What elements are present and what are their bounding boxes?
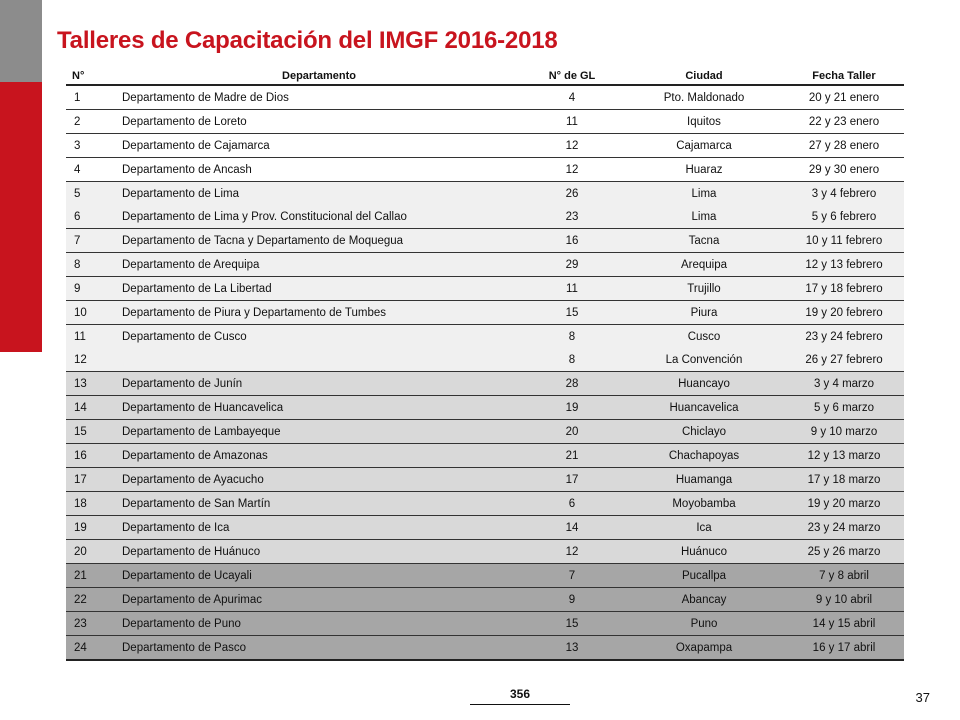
table-row bbox=[66, 612, 904, 636]
row-city: Tacna bbox=[624, 229, 784, 253]
row-gl-count: 6 bbox=[520, 492, 624, 516]
row-gl-count: 28 bbox=[520, 372, 624, 396]
row-gl-count: 8 bbox=[520, 348, 624, 372]
total-gl-count: 356 bbox=[470, 687, 570, 705]
header-number: N° bbox=[66, 67, 118, 85]
row-number: 22 bbox=[66, 588, 118, 612]
row-department: Departamento de Ancash bbox=[118, 158, 520, 182]
row-gl-count: 19 bbox=[520, 396, 624, 420]
row-gl-count: 11 bbox=[520, 110, 624, 134]
table-body bbox=[66, 85, 904, 660]
row-number: 16 bbox=[66, 444, 118, 468]
row-department: Departamento de Lima y Prov. Constitucional del Callao bbox=[118, 205, 520, 229]
row-department bbox=[118, 348, 520, 372]
row-number: 1 bbox=[66, 85, 118, 110]
row-department: Departamento de Tacna y Departamento de Moquegua bbox=[118, 229, 520, 253]
row-city: Huamanga bbox=[624, 468, 784, 492]
row-number: 4 bbox=[66, 158, 118, 182]
row-gl-count: 15 bbox=[520, 612, 624, 636]
row-number: 9 bbox=[66, 277, 118, 301]
row-date: 23 y 24 febrero bbox=[784, 325, 904, 349]
row-number: 17 bbox=[66, 468, 118, 492]
row-department: Departamento de San Martín bbox=[118, 492, 520, 516]
row-city: Moyobamba bbox=[624, 492, 784, 516]
table-row bbox=[66, 158, 904, 182]
table-row bbox=[66, 468, 904, 492]
row-number: 7 bbox=[66, 229, 118, 253]
row-city: Puno bbox=[624, 612, 784, 636]
row-number: 15 bbox=[66, 420, 118, 444]
row-city: Lima bbox=[624, 205, 784, 229]
row-date: 9 y 10 marzo bbox=[784, 420, 904, 444]
row-date: 10 y 11 febrero bbox=[784, 229, 904, 253]
header-gl-count: N° de GL bbox=[520, 67, 624, 85]
header-department: Departamento bbox=[118, 67, 520, 85]
row-number: 21 bbox=[66, 564, 118, 588]
table-row bbox=[66, 372, 904, 396]
row-city: Iquitos bbox=[624, 110, 784, 134]
row-gl-count: 8 bbox=[520, 325, 624, 349]
header-date: Fecha Taller bbox=[784, 67, 904, 85]
row-date: 7 y 8 abril bbox=[784, 564, 904, 588]
row-gl-count: 12 bbox=[520, 540, 624, 564]
side-decoration-red bbox=[0, 82, 42, 352]
table-row bbox=[66, 516, 904, 540]
row-date: 16 y 17 abril bbox=[784, 636, 904, 661]
row-date: 5 y 6 marzo bbox=[784, 396, 904, 420]
row-department: Departamento de Puno bbox=[118, 612, 520, 636]
row-number: 19 bbox=[66, 516, 118, 540]
row-city: Chachapoyas bbox=[624, 444, 784, 468]
row-date: 12 y 13 marzo bbox=[784, 444, 904, 468]
row-city: Oxapampa bbox=[624, 636, 784, 661]
row-city: Trujillo bbox=[624, 277, 784, 301]
row-city: Cajamarca bbox=[624, 134, 784, 158]
row-department: Departamento de Cajamarca bbox=[118, 134, 520, 158]
table-row bbox=[66, 253, 904, 277]
table-row bbox=[66, 325, 904, 349]
row-gl-count: 26 bbox=[520, 182, 624, 206]
row-city: Huancavelica bbox=[624, 396, 784, 420]
table-row bbox=[66, 444, 904, 468]
workshops-table bbox=[66, 67, 904, 661]
row-city: Huánuco bbox=[624, 540, 784, 564]
table-row bbox=[66, 588, 904, 612]
row-number: 20 bbox=[66, 540, 118, 564]
slide-title: Talleres de Capacitación del IMGF 2016-2018 bbox=[57, 27, 558, 54]
row-number: 14 bbox=[66, 396, 118, 420]
row-number: 13 bbox=[66, 372, 118, 396]
row-gl-count: 16 bbox=[520, 229, 624, 253]
row-number: 6 bbox=[66, 205, 118, 229]
row-gl-count: 12 bbox=[520, 134, 624, 158]
row-gl-count: 4 bbox=[520, 85, 624, 110]
row-number: 3 bbox=[66, 134, 118, 158]
row-department: Departamento de Amazonas bbox=[118, 444, 520, 468]
row-number: 23 bbox=[66, 612, 118, 636]
table-header-row bbox=[66, 67, 904, 85]
row-department: Departamento de Piura y Departamento de Tumbes bbox=[118, 301, 520, 325]
row-department: Departamento de Junín bbox=[118, 372, 520, 396]
row-date: 9 y 10 abril bbox=[784, 588, 904, 612]
row-date: 29 y 30 enero bbox=[784, 158, 904, 182]
row-date: 14 y 15 abril bbox=[784, 612, 904, 636]
row-date: 27 y 28 enero bbox=[784, 134, 904, 158]
row-city: Huaraz bbox=[624, 158, 784, 182]
row-city: Chiclayo bbox=[624, 420, 784, 444]
row-gl-count: 15 bbox=[520, 301, 624, 325]
table-row bbox=[66, 277, 904, 301]
row-city: Pucallpa bbox=[624, 564, 784, 588]
row-department: Departamento de Apurimac bbox=[118, 588, 520, 612]
row-number: 18 bbox=[66, 492, 118, 516]
row-department: Departamento de Cusco bbox=[118, 325, 520, 349]
row-city: Huancayo bbox=[624, 372, 784, 396]
row-number: 5 bbox=[66, 182, 118, 206]
row-department: Departamento de Lambayeque bbox=[118, 420, 520, 444]
row-city: Arequipa bbox=[624, 253, 784, 277]
row-city: Ica bbox=[624, 516, 784, 540]
row-number: 24 bbox=[66, 636, 118, 661]
row-date: 22 y 23 enero bbox=[784, 110, 904, 134]
row-date: 25 y 26 marzo bbox=[784, 540, 904, 564]
row-date: 20 y 21 enero bbox=[784, 85, 904, 110]
table-row bbox=[66, 229, 904, 253]
row-city: Lima bbox=[624, 182, 784, 206]
table-row bbox=[66, 182, 904, 206]
row-number: 8 bbox=[66, 253, 118, 277]
table-row bbox=[66, 348, 904, 372]
table-row bbox=[66, 420, 904, 444]
table-row bbox=[66, 492, 904, 516]
row-department: Departamento de Huánuco bbox=[118, 540, 520, 564]
row-date: 3 y 4 marzo bbox=[784, 372, 904, 396]
row-department: Departamento de Pasco bbox=[118, 636, 520, 661]
table-row bbox=[66, 301, 904, 325]
row-date: 17 y 18 marzo bbox=[784, 468, 904, 492]
row-city: Pto. Maldonado bbox=[624, 85, 784, 110]
row-gl-count: 13 bbox=[520, 636, 624, 661]
row-gl-count: 12 bbox=[520, 158, 624, 182]
row-gl-count: 20 bbox=[520, 420, 624, 444]
row-department: Departamento de Ucayali bbox=[118, 564, 520, 588]
table-row bbox=[66, 564, 904, 588]
row-gl-count: 14 bbox=[520, 516, 624, 540]
table-row bbox=[66, 636, 904, 661]
row-number: 12 bbox=[66, 348, 118, 372]
row-gl-count: 17 bbox=[520, 468, 624, 492]
table-row bbox=[66, 205, 904, 229]
row-gl-count: 23 bbox=[520, 205, 624, 229]
row-department: Departamento de La Libertad bbox=[118, 277, 520, 301]
row-city: La Convención bbox=[624, 348, 784, 372]
table-row bbox=[66, 396, 904, 420]
row-gl-count: 29 bbox=[520, 253, 624, 277]
row-city: Cusco bbox=[624, 325, 784, 349]
row-city: Piura bbox=[624, 301, 784, 325]
row-gl-count: 7 bbox=[520, 564, 624, 588]
row-date: 12 y 13 febrero bbox=[784, 253, 904, 277]
row-department: Departamento de Madre de Dios bbox=[118, 85, 520, 110]
header-city: Ciudad bbox=[624, 67, 784, 85]
row-date: 5 y 6 febrero bbox=[784, 205, 904, 229]
row-number: 2 bbox=[66, 110, 118, 134]
row-number: 10 bbox=[66, 301, 118, 325]
row-department: Departamento de Ayacucho bbox=[118, 468, 520, 492]
row-department: Departamento de Arequipa bbox=[118, 253, 520, 277]
table-row bbox=[66, 110, 904, 134]
row-date: 19 y 20 febrero bbox=[784, 301, 904, 325]
row-date: 19 y 20 marzo bbox=[784, 492, 904, 516]
table-row bbox=[66, 540, 904, 564]
row-date: 3 y 4 febrero bbox=[784, 182, 904, 206]
row-department: Departamento de Lima bbox=[118, 182, 520, 206]
row-city: Abancay bbox=[624, 588, 784, 612]
page-number: 37 bbox=[915, 690, 930, 705]
table-row bbox=[66, 134, 904, 158]
row-department: Departamento de Ica bbox=[118, 516, 520, 540]
row-department: Departamento de Loreto bbox=[118, 110, 520, 134]
row-gl-count: 11 bbox=[520, 277, 624, 301]
side-decoration-gray bbox=[0, 0, 42, 82]
row-gl-count: 21 bbox=[520, 444, 624, 468]
row-number: 11 bbox=[66, 325, 118, 349]
row-date: 23 y 24 marzo bbox=[784, 516, 904, 540]
row-department: Departamento de Huancavelica bbox=[118, 396, 520, 420]
table-row bbox=[66, 85, 904, 110]
row-date: 17 y 18 febrero bbox=[784, 277, 904, 301]
row-date: 26 y 27 febrero bbox=[784, 348, 904, 372]
row-gl-count: 9 bbox=[520, 588, 624, 612]
